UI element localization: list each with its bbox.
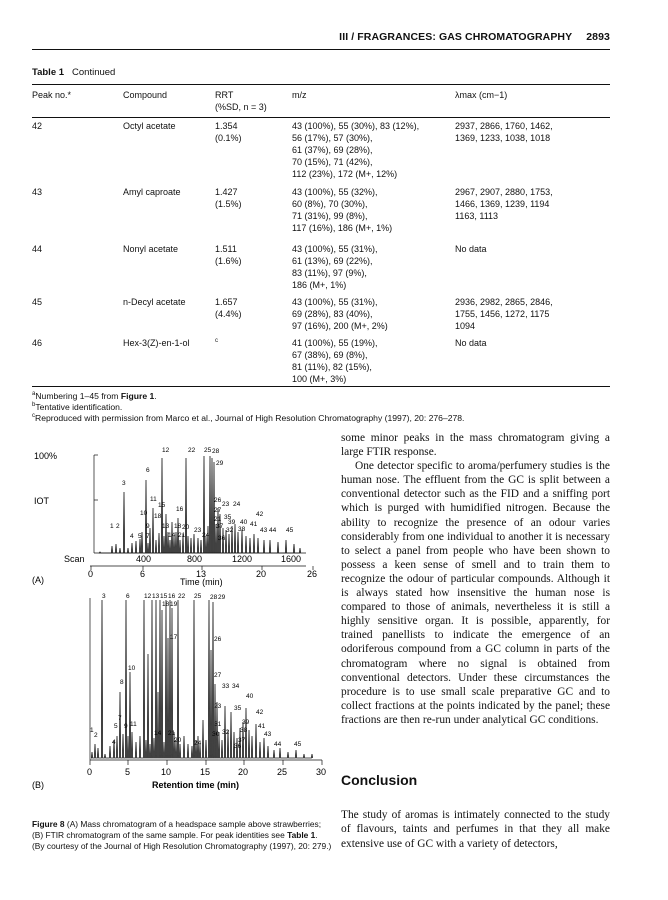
svg-text:22: 22 [188, 447, 196, 454]
header-peak: Peak no.* [32, 90, 72, 100]
cell-sd: (1.6%) [215, 256, 242, 266]
svg-text:41: 41 [250, 521, 258, 528]
cell-mz: 43 (100%), 55 (30%), 83 (12%), [292, 121, 420, 131]
svg-text:11: 11 [130, 721, 137, 728]
svg-text:1: 1 [110, 523, 114, 530]
cell-compound: Octyl acetate [123, 121, 176, 131]
svg-text:39: 39 [242, 719, 250, 726]
svg-text:28: 28 [212, 448, 220, 455]
table-caption [32, 67, 115, 78]
cell-sd: (0.1%) [215, 133, 242, 143]
conclusion-text [341, 797, 610, 862]
svg-text:37: 37 [238, 737, 246, 744]
scan-tick: 1200 [232, 554, 253, 564]
svg-text:29: 29 [216, 460, 224, 467]
header-mz: m/z [292, 90, 307, 100]
svg-text:18: 18 [174, 523, 182, 530]
cell-rrt: 1.657 [215, 297, 238, 307]
paragraph: The study of aromas is intimately connected to the study of flavours, taints and perfumes in that they all make extensive use of GC with a variety of detectors, [341, 809, 610, 850]
cell-lambda: 1466, 1369, 1239, 1194 [455, 199, 550, 209]
paragraph: One detector specific to aroma/perfumery studies is the human nose. The effluent from the GC is split between a conventional detector such as the FID and a sniffing port which is purged with humidified nitrogen. Because the ability to recognize the presence of an odour varies considerably from one individual to another it is necessary to select a panel from people who have been shown to possess a keen sense of smell and to train them to recognize the odour of particular compounds. Although it is always stated how insensitive the human nose is compared to those of animals, nevertheless it is still a highly sensitive organ. It is possible, apparently, for trained panellists to indicate the emergence of an odoriferous compound from a GC column in parts of the chromatogram where no signal is obtained from conventional detectors. Under these circumstances the procedure is to use small scale preparative GC and to collect fractions at the points indicated by the panel; these fractions are then re-run under analytical GC conditions. [341, 460, 610, 726]
svg-text:37: 37 [216, 523, 224, 530]
svg-text:4: 4 [130, 533, 134, 540]
header-lambda: λmax (cm−1) [455, 90, 508, 100]
cell-lambda: 2967, 2907, 2880, 1753, [455, 187, 553, 197]
svg-text:21: 21 [168, 730, 176, 737]
svg-text:18: 18 [154, 513, 162, 520]
page-number: 2893 [586, 31, 610, 43]
scan-tick: 400 [136, 554, 152, 564]
cell-mz: 112 (23%), 172 (M+, 12%) [292, 169, 398, 179]
running-title: III / FRAGRANCES: GAS CHROMATOGRAPHY [339, 31, 573, 43]
svg-text:20: 20 [182, 524, 190, 531]
figure-caption-label: Figure 8 [32, 819, 65, 829]
time-tick-a: 26 [307, 569, 318, 579]
svg-text:32: 32 [222, 729, 230, 736]
cell-mz: 61 (37%), 69 (28%), [292, 145, 373, 155]
header-compound: Compound [123, 90, 168, 100]
cell-mz: 60 (8%), 70 (30%), [292, 199, 368, 209]
svg-text:40: 40 [246, 693, 254, 700]
svg-text:43: 43 [264, 731, 272, 738]
cell-lambda: 2936, 2982, 2865, 2846, [455, 297, 553, 307]
cell-compound: Hex-3(Z)-en-1-ol [123, 338, 190, 348]
svg-text:9: 9 [146, 523, 150, 530]
table-caption-label: Table 1 [32, 67, 65, 78]
scan-label: Scan [64, 554, 85, 564]
header-rule [32, 49, 610, 50]
figure-caption-ref: Table 1 [287, 830, 316, 840]
panel-a-label: (A) [32, 575, 44, 585]
cell-lambda: No data [455, 338, 487, 348]
svg-text:32: 32 [226, 527, 234, 534]
chromatogram-peaks [91, 600, 312, 758]
svg-text:25: 25 [194, 593, 202, 600]
time-tick-a: 20 [256, 569, 267, 579]
svg-text:27: 27 [214, 507, 222, 514]
figure-caption [32, 819, 332, 852]
svg-text:2: 2 [116, 523, 120, 530]
svg-text:24: 24 [202, 532, 210, 539]
cell-mz: 56 (17%), 57 (30%), [292, 133, 373, 143]
svg-text:15: 15 [158, 502, 166, 509]
svg-text:45: 45 [294, 741, 302, 748]
svg-text:27: 27 [214, 672, 222, 679]
svg-text:3: 3 [122, 480, 126, 487]
panel-a-peak-labels [110, 447, 294, 542]
cell-sd: (4.4%) [215, 309, 242, 319]
svg-text:23: 23 [214, 703, 222, 710]
svg-text:31: 31 [214, 721, 222, 728]
cell-rrt: 1.511 [215, 244, 237, 254]
svg-text:36: 36 [218, 535, 226, 542]
svg-text:38: 38 [238, 526, 246, 533]
time-tick-a: 0 [88, 569, 94, 579]
scan-tick: 800 [187, 554, 203, 564]
svg-text:17: 17 [170, 634, 178, 641]
svg-text:22: 22 [178, 593, 186, 600]
svg-text:38: 38 [240, 727, 248, 734]
svg-text:3: 3 [102, 593, 106, 600]
cell-mz: 100 (M+, 3%) [292, 374, 347, 384]
svg-text:33: 33 [222, 683, 230, 690]
panel-a-y-top: 100% [34, 451, 58, 461]
svg-text:35: 35 [224, 514, 232, 521]
svg-text:26: 26 [214, 636, 222, 643]
cell-mz: 70 (15%), 71 (42%), [292, 157, 373, 167]
svg-text:9: 9 [124, 723, 128, 730]
svg-text:12: 12 [144, 593, 152, 600]
cell-mz: 83 (11%), 97 (9%), [292, 268, 367, 278]
svg-text:41: 41 [258, 723, 266, 730]
svg-text:28: 28 [210, 594, 218, 601]
cell-mz: 67 (38%), 69 (8%), [292, 350, 368, 360]
time-tick-b: 20 [238, 767, 249, 777]
cell-lambda: No data [455, 244, 487, 254]
svg-text:43: 43 [260, 527, 268, 534]
panel-b-label: (B) [32, 780, 44, 790]
svg-text:29: 29 [218, 594, 226, 601]
cell-mz: 81 (11%), 82 (15%), [292, 362, 372, 372]
cell-compound: Amyl caproate [123, 187, 181, 197]
svg-text:4: 4 [112, 739, 116, 746]
body-text-column [341, 431, 610, 727]
panel-b-xlabel: Retention time (min) [152, 780, 239, 790]
cell-mz: 43 (100%), 55 (31%), [292, 297, 378, 307]
footnote-c: $^c$Reproduced with permission from Marco et al., Journal of High Resolution Chromatography (1997), 20: 276–278. [32, 413, 465, 423]
svg-text:30: 30 [212, 731, 220, 738]
table-header-rule [32, 117, 610, 118]
time-tick-b: 30 [316, 767, 327, 777]
cell-rrt: 1.354 [215, 121, 238, 131]
svg-text:44: 44 [269, 527, 277, 534]
svg-text:11: 11 [150, 496, 157, 503]
footnote-c-text: Reproduced with permission from Marco et al., Journal of High Resolution Chromatography (1997), 20: 276–278. [35, 413, 465, 423]
table-caption-text: Continued [72, 67, 116, 78]
svg-text:14: 14 [168, 532, 176, 539]
cell-peak: 43 [32, 187, 43, 197]
cell-mz: 61 (13%), 69 (22%), [292, 256, 373, 266]
cell-mz: 69 (28%), 83 (40%), [292, 309, 373, 319]
cell-mz: 43 (100%), 55 (32%), [292, 187, 378, 197]
table-top-rule [32, 84, 610, 85]
cell-lambda: 2937, 2866, 1760, 1462, [455, 121, 553, 131]
time-tick-b: 5 [125, 767, 131, 777]
svg-text:7: 7 [118, 715, 122, 722]
header-rrt: RRT [215, 90, 234, 100]
cell-mz: 97 (16%), 200 (M+, 2%) [292, 321, 388, 331]
cell-rrt: 1.427 [215, 187, 238, 197]
svg-text:25: 25 [204, 447, 212, 454]
svg-text:6: 6 [126, 593, 130, 600]
cell-rrt-footnote: c [215, 338, 218, 344]
svg-text:23: 23 [222, 501, 230, 508]
svg-text:16: 16 [176, 506, 184, 513]
scan-tick: 1600 [281, 554, 302, 564]
time-tick-b: 10 [161, 767, 172, 777]
panel-b-peak-labels [90, 593, 302, 750]
svg-text:6: 6 [146, 467, 150, 474]
svg-text:13: 13 [162, 523, 170, 530]
cell-peak: 44 [32, 244, 43, 254]
svg-text:24: 24 [233, 501, 241, 508]
svg-text:10: 10 [140, 510, 148, 517]
svg-text:23: 23 [194, 527, 202, 534]
svg-text:42: 42 [256, 709, 264, 716]
svg-text:21: 21 [214, 516, 222, 523]
panel-b-trace [91, 600, 312, 758]
svg-text:5: 5 [114, 723, 118, 730]
svg-text:18: 18 [162, 601, 170, 608]
figure-caption-text-1: (A) Mass chromatogram of a headspace sample above strawberries; (B) FTIR chromatogram of the same sample. For peak identities see [32, 819, 322, 840]
cell-peak: 45 [32, 297, 43, 307]
time-tick-a: 6 [140, 569, 146, 579]
cell-compound: n-Decyl acetate [123, 297, 186, 307]
svg-text:2: 2 [94, 732, 98, 739]
panel-b [32, 593, 326, 790]
cell-peak: 46 [32, 338, 43, 348]
paragraph: some minor peaks in the mass chromatogram giving a large FTIR response. [341, 432, 610, 459]
section-heading: Conclusion [341, 772, 418, 788]
svg-text:26: 26 [214, 497, 222, 504]
svg-text:44: 44 [274, 741, 282, 748]
cell-lambda: 1094 [455, 321, 476, 331]
time-tick-b: 25 [277, 767, 288, 777]
svg-text:10: 10 [128, 665, 136, 672]
footnote-a-ref: Figure 1 [120, 391, 155, 401]
cell-lambda: 1163, 1113 [455, 211, 499, 221]
panel-a [32, 447, 317, 587]
header-rrt-sd: (%SD, n = 3) [215, 102, 267, 112]
time-tick-b: 0 [87, 767, 93, 777]
svg-text:8: 8 [120, 679, 124, 686]
svg-text:7: 7 [146, 533, 150, 540]
cell-mz: 43 (100%), 55 (31%), [292, 244, 378, 254]
svg-text:42: 42 [256, 511, 264, 518]
panel-a-y-mid: IOT [34, 496, 49, 506]
svg-text:12: 12 [162, 447, 170, 454]
svg-text:13: 13 [152, 593, 160, 600]
cell-mz: 41 (100%), 55 (19%), [292, 338, 378, 348]
svg-text:15: 15 [160, 593, 168, 600]
figure-8 [28, 440, 334, 818]
cell-lambda: 1369, 1233, 1038, 1018 [455, 133, 551, 143]
svg-text:19: 19 [170, 601, 178, 608]
svg-text:34: 34 [232, 683, 240, 690]
svg-text:36: 36 [234, 743, 242, 750]
table-bottom-rule [32, 386, 610, 387]
panel-a-xlabel: Time (min) [180, 577, 223, 587]
figure-caption-text-2: . (By courtesy of the Journal of High Resolution Chromatography (1997), 20: 279.) [32, 830, 332, 851]
cell-compound: Nonyl acetate [123, 244, 179, 254]
svg-text:5: 5 [138, 533, 142, 540]
svg-text:1: 1 [90, 727, 94, 734]
svg-text:39: 39 [228, 519, 236, 526]
cell-peak: 42 [32, 121, 43, 131]
cell-sd: (1.5%) [215, 199, 242, 209]
footnote-b-text: Tentative identification. [35, 402, 123, 412]
time-tick-b: 15 [200, 767, 211, 777]
svg-text:14: 14 [154, 730, 162, 737]
svg-text:21: 21 [178, 532, 186, 539]
cell-mz: 186 (M+, 1%) [292, 280, 347, 290]
svg-text:40: 40 [240, 519, 248, 526]
svg-text:24: 24 [194, 740, 202, 747]
cell-lambda: 1755, 1456, 1272, 1175 [455, 309, 550, 319]
footnote-a-text: Numbering 1–45 from [35, 391, 121, 401]
cell-mz: 117 (16%), 186 (M+, 1%) [292, 223, 393, 233]
running-head [0, 31, 610, 43]
footnote-a: $^a$Numbering 1–45 from Figure 1. [32, 391, 157, 401]
footnote-b: $^b$Tentative identification. [32, 402, 123, 412]
svg-text:20: 20 [174, 737, 182, 744]
svg-text:45: 45 [286, 527, 294, 534]
time-tick-a: 13 [196, 569, 207, 579]
cell-mz: 71 (31%), 99 (8%), [292, 211, 368, 221]
svg-text:35: 35 [234, 705, 242, 712]
svg-text:16: 16 [168, 593, 176, 600]
